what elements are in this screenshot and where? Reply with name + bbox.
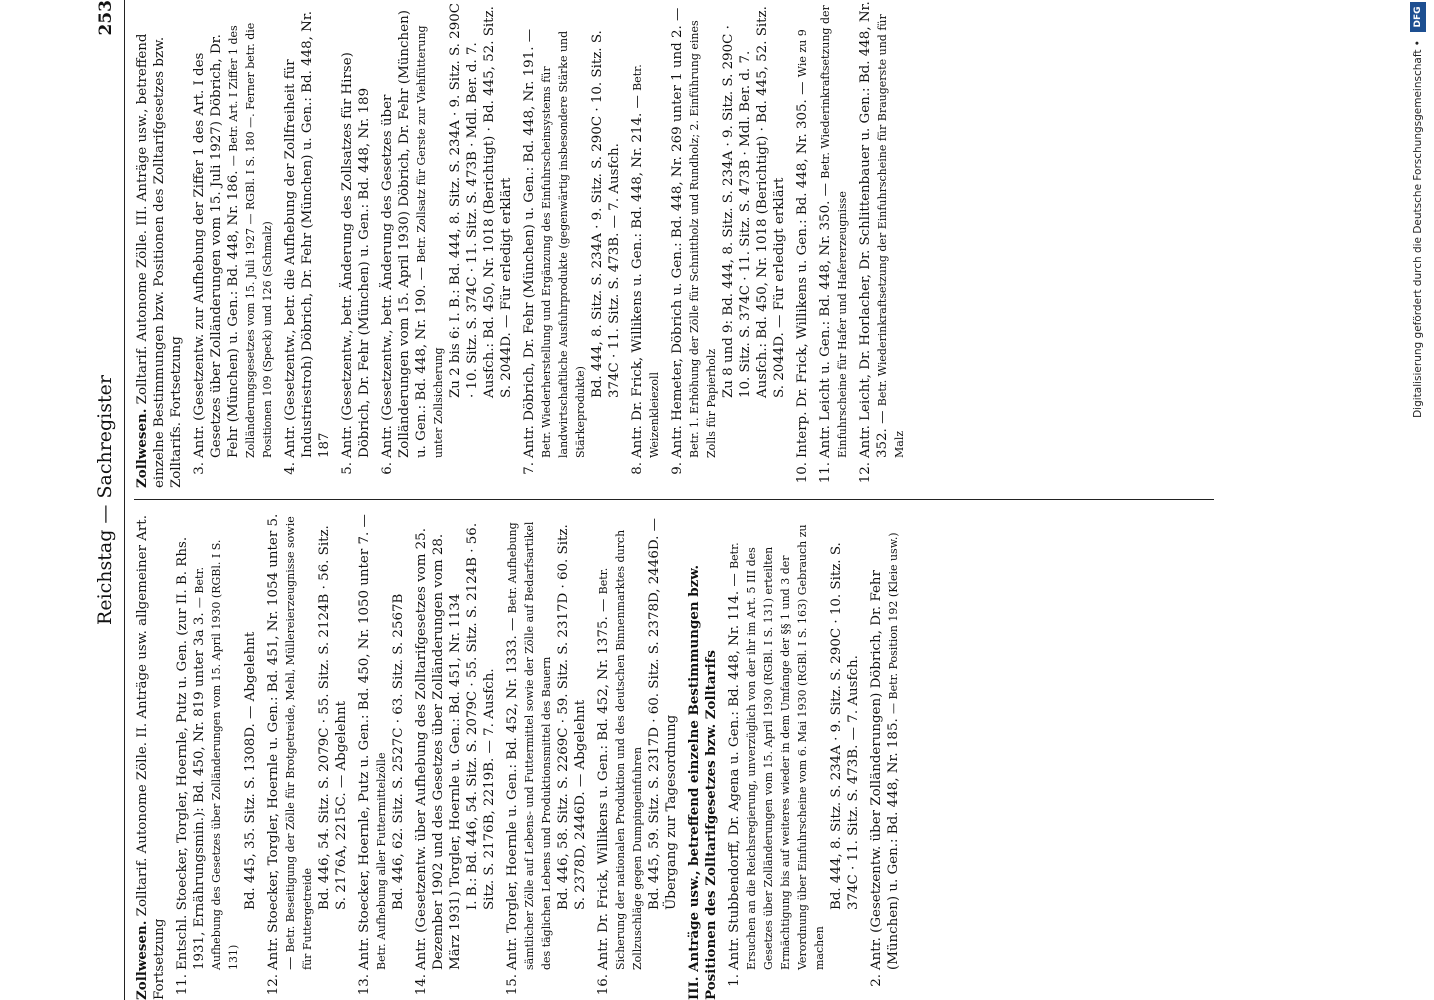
entry-iii-11: 11. Antr. Leicht u. Gen.: Bd. 448, Nr. 350. — Betr. Wiederinkraftsetzung der Einfuhrscheine für Hafer und Hafererzeugnisse [818, 5, 849, 484]
digitization-stamp [1404, 0, 1434, 1000]
entry-15: 15. Antr. Torgler, Hoernle u. Gen.: Bd. 452, Nr. 1333. — Betr. Aufhebung sämtlicher Zölle auf Lebens- und Futtermittel sowie der Zölle auf Bedarfsartikel des täglichen Lebens und Produktionsmittel des Bauern Bd. 446, 58. Sitz. S. 2269C · 59. Sitz. S. 2317D · 60. Sitz. S. 2378D, 2446D. — Abgelehnt [505, 521, 588, 996]
entry-16: 16. Antr. Dr. Frick, Willikens u. Gen.: Bd. 452, Nr. 1375. — Betr. Sicherung der nationalen Produktion und des deutschen Binnenmarktes durch Zollzuschläge gegen Dumpingeinfuhren Bd. 445, 59. Sitz. S. 2317D · 60. Sitz. S. 2378D, 2446D. — Übergang zur Tagesordnung [596, 517, 679, 996]
right-column-heading: Zollwesen. Zolltarif. Autonome Zölle. III. Anträge usw., betreffend einzelne Bestimmungen bzw. Positionen des Zolltarifgesetzes bzw. Zolltarifs. Fortsetzung [134, 33, 184, 488]
running-title: Reichstag — Sachregister [94, 375, 116, 625]
entry-iii-2: 2. Antr. (Gesetzentw. über Zolländerungen) Döbrich, Dr. Fehr (München) u. Gen.: Bd. 448, Nr. 185. — Betr. Position 192 (Kleie usw.) [869, 532, 901, 987]
entry-iii-12: 12. Antr. Leicht, Dr. Horlacher, Dr. Schlittenbauer u. Gen.: Bd. 448, Nr. 352. — Betr. Wiederinkraftsetzung der Einfuhrscheine für Braugerste und für Malz [858, 1, 906, 484]
entry-12: 12. Antr. Stoecker, Torgler, Hoernle u. Gen.: Bd. 451, Nr. 1054 unter 5. — Betr. Beseitigung der Zölle für Brotgetreide, Mehl, Müllereierzeugnisse sowie für Futtergetreide Bd. 446, 54. Sitz. S. 2079C · 55. Sitz. S. 2124B · 56. Sitz. S. 2176A, 2215C. — Abgelehnt [266, 513, 349, 996]
right-column [134, 0, 1244, 488]
left-column-heading: Zollwesen. Zolltarif. Autonome Zölle. II. Anträge usw. allgemeiner Art. Fortsetzung [134, 515, 167, 1000]
page-number: 253 [96, 0, 116, 36]
entry-iii-1: 1. Antr. Stubbendorff, Dr. Agena u. Gen.: Bd. 448, Nr. 114. — Betr. Ersuchen an die Reichsregierung, unverzüglich von der ihr im Art. 5 III des Gesetzes über Zolländerungen vom 15. April 1930 (RGBl. I S. 131) erteilten Ermächtigung bis auf weiteres wieder in dem Umfange der §§ 1 und 3 der Verordnung über Einfuhrscheine vom 6. Mai 1930 (RGBl. I S. 163) Gebrauch zu machen Bd. 444, 8. Sitz. S. 234A · 9. Sitz. S. 290C · 10. Sitz. S. 374C · 11. Sitz. S. 473B. — 7. Ausfch. [727, 524, 861, 987]
left-column [134, 512, 1244, 1000]
entry-14: 14. Antr. (Gesetzentw. über Aufhebung des Zolltarifgesetzes vom 25. Dezember 1902 und des Gesetzes über Zolländerungen vom 28. März 1931) Torgler, Hoernle u. Gen.: Bd. 451, Nr. 1134 I. B.: Bd. 446, 54. Sitz. S. 2079C · 55. Sitz. S. 2124B · 56. Sitz. S. 2176B, 2219B. — 7. Ausfch. [414, 522, 497, 996]
column-divider [134, 499, 1214, 500]
rotated-page [90, 0, 1250, 1000]
entry-11: 11. Entschl. Stoecker, Torgler, Hoernle, Putz u. Gen. (zur II. B. Rhs. 1931, Ernährungsmin.): Bd. 450, Nr. 819 unter 3a 3. — Betr. Aufhebung des Gesetzes über Zolländerungen vom 15. April 1930 (RGBl. I S. 131) Bd. 445, 35. Sitz. S. 1308D. — Abgelehnt [175, 536, 258, 996]
header-rule [124, 0, 125, 1000]
entry-iii-9: 9. Antr. Hemeter, Döbrich u. Gen.: Bd. 448, Nr. 269 unter 1 und 2. — Betr. 1. Erhöhung der Zölle für Schnittholz und Rundholz; 2. Einführung eines Zolls für Papierholz Zu 8 und 9: Bd. 444, 8. Sitz. S. 234A · 9. Sitz. S. 290C · 10. Sitz. S. 374C · 11. Sitz. S. 473B · Mdl. Ber. d. 7. Ausfch.: Bd. 450, Nr. 1018 (Berichtigt) · Bd. 445, 52. Sitz. S. 2044D. — Für erledigt erklärt [670, 6, 787, 475]
dfg-logo: DFG [1410, 2, 1426, 32]
dfg-credit-text: Digitalisierung gefördert durch die Deutsche Forschungsgemeinschaft • [1412, 40, 1424, 418]
entry-iii-10: 10. Interp. Dr. Frick, Willikens u. Gen.: Bd. 448, Nr. 305. — Wie zu 9 [795, 29, 810, 484]
entry-iii-4: 4. Antr. (Gesetzentw., betr. die Aufhebung der Zollfreiheit für Industriestroh) Döbrich, Dr. Fehr (München) u. Gen.: Bd. 448, Nr. 187 [283, 10, 332, 475]
entry-iii-5: 5. Antr. (Gesetzentw., betr. Änderung des Zollsatzes für Hirse) Döbrich, Dr. Fehr (München) u. Gen.: Bd. 448, Nr. 189 [340, 52, 372, 475]
entry-iii-8: 8. Antr. Dr. Frick, Willikens u. Gen.: Bd. 448, Nr. 214. — Betr. Weizenkleiezoll [630, 64, 661, 475]
page-header [90, 0, 126, 1000]
entry-iii-6: 6. Antr. (Gesetzentw., betr. Änderung des Gesetzes über Zolländerungen vom 15. April 1930) Döbrich, Dr. Fehr (München) u. Gen.: Bd. 448, Nr. 190. — Betr. Zollsatz für Gerste zur Viehfütterung unter Zollsicherung Zu 2 bis 6: I. B.: Bd. 444, 8. Sitz. S. 234A · 9. Sitz. S. 290C · 10. Sitz. S. 374C · 11. Sitz. S. 473B · Mdl. Ber. d. 7. Ausfch.: Bd. 450, Nr. 1018 (Berichtigt) · Bd. 445, 52. Sitz. S. 2044D. — Für erledigt erklärt [380, 3, 514, 475]
entry-iii-3: 3. Antr. (Gesetzentw. zur Aufhebung der Ziffer 1 des Art. I des Gesetzes über Zolländerungen vom 15. Juli 1927) Döbrich, Dr. Fehr (München) u. Gen.: Bd. 448, Nr. 186. — Betr. Art. I Ziffer 1 des Zolländerungsgesetzes vom 15. Juli 1927 — RGBl. I S. 180 —. Ferner betr. die Positionen 109 (Speck) und 126 (Schmalz) [192, 22, 274, 475]
entry-13: 13. Antr. Stoecker, Hoernle, Putz u. Gen.: Bd. 450, Nr. 1050 unter 7. — Betr. Aufhebung aller Futtermittelzölle Bd. 446, 62. Sitz. S. 2527C · 63. Sitz. S. 2567B [357, 514, 406, 996]
section-iii-heading: III. Anträge usw., betreffend einzelne Bestimmungen bzw. Positionen des Zolltarifgesetzes bzw. Zolltarifs [686, 564, 719, 1000]
entry-iii-7: 7. Antr. Döbrich, Dr. Fehr (München) u. Gen.: Bd. 448, Nr. 191. — Betr. Wiederherstellung und Ergänzung des Einfuhrscheinsystems für landwirtschaftliche Ausfuhrprodukte (gegenwärtig insbesondere Stärke und Stärkeprodukte) Bd. 444, 8. Sitz. S. 234A · 9. Sitz. S. 290C · 10. Sitz. S. 374C · 11. Sitz. S. 473B. — 7. Ausfch. [522, 28, 622, 475]
